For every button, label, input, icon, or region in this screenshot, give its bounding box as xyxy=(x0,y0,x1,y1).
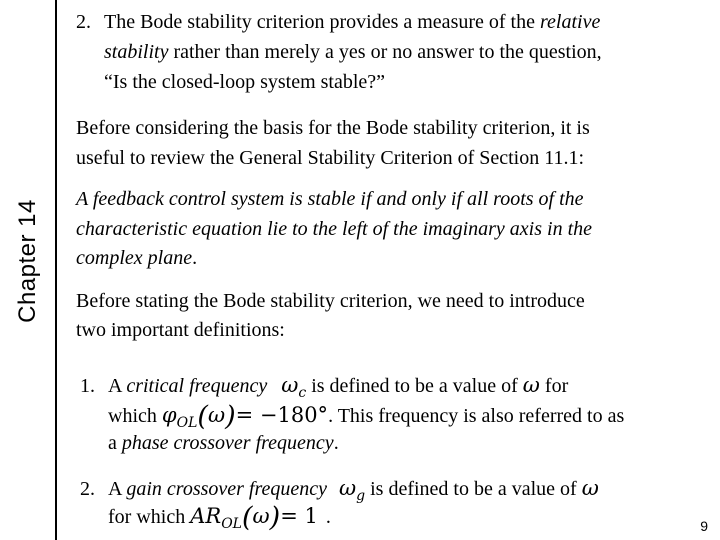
criterion-line3-emphasis: complex plane xyxy=(76,247,193,269)
omega-symbol: ω xyxy=(522,373,540,397)
def2-line2-post: . xyxy=(325,506,331,528)
omega-g-symbol: $\omega_g$ xyxy=(339,476,366,504)
def1-term: critical frequency xyxy=(126,375,268,397)
def1-line1 xyxy=(80,373,568,406)
item2-line2 xyxy=(104,40,602,65)
phase-expression: $\varphi_{OL}(\omega)$ xyxy=(161,401,236,432)
def1-line2-pre: which xyxy=(108,405,162,427)
para2-line2: two important definitions: xyxy=(76,319,285,341)
page-number: 9 xyxy=(700,518,708,534)
omega-c-symbol: $\omega_c$ xyxy=(281,373,307,401)
criterion-line3 xyxy=(76,246,197,271)
def2-term: gain crossover frequency xyxy=(126,478,328,500)
phase-value: = −180° xyxy=(235,403,329,427)
item2-line2-text: rather than merely a yes or no answer to the question, xyxy=(168,41,602,63)
para2-line1: Before stating the Bode stability criterion, we need to introduce xyxy=(76,290,585,312)
def1-line1-pre: A xyxy=(108,375,127,397)
item2-line1-text: The Bode stability criterion provides a measure of the xyxy=(104,11,540,33)
criterion-line1: A feedback control system is stable if and only if all roots of the xyxy=(76,188,584,210)
def1-number: 1. xyxy=(80,375,95,397)
para1-line2: useful to review the General Stability Criterion of Section 11.1: xyxy=(76,147,585,169)
item2-number: 2. xyxy=(76,11,91,33)
item2-line2-emphasis: stability xyxy=(104,41,169,63)
chapter-label: Chapter 14 xyxy=(14,199,41,323)
def1-line1-mid: is defined to be a value of xyxy=(306,375,523,397)
omega-symbol-2: ω xyxy=(581,476,599,500)
amplitude-ratio-expression: $AR_{OL}(\omega)$ xyxy=(190,502,281,533)
def2-line2-pre: for which xyxy=(108,506,191,528)
item2-line3: “Is the closed-loop system stable?” xyxy=(104,71,386,93)
def1-alt-term: phase crossover frequency xyxy=(121,432,334,454)
para1-line1: Before considering the basis for the Bode stability criterion, it is xyxy=(76,117,590,139)
def1-line3 xyxy=(108,431,339,456)
def2-line1-pre: A xyxy=(108,478,127,500)
def1-line1-post: for xyxy=(539,375,569,397)
def1-line2-post: . This frequency is also referred to as xyxy=(328,405,625,427)
item2-line1-emphasis: relative xyxy=(539,11,601,33)
sidebar-divider xyxy=(55,0,57,540)
chapter-sidebar xyxy=(0,0,58,540)
def2-line2 xyxy=(108,504,331,537)
def2-number: 2. xyxy=(80,478,95,500)
def1-line3-pre: a xyxy=(108,432,122,454)
criterion-line2: characteristic equation lie to the left of the imaginary axis in the xyxy=(76,218,593,240)
criterion-line3-period: . xyxy=(192,247,198,269)
def2-line1-mid: is defined to be a value of xyxy=(365,478,582,500)
item2-line1 xyxy=(76,10,600,35)
amplitude-ratio-value: = 1 xyxy=(280,504,318,528)
def1-line3-post: . xyxy=(333,432,339,454)
